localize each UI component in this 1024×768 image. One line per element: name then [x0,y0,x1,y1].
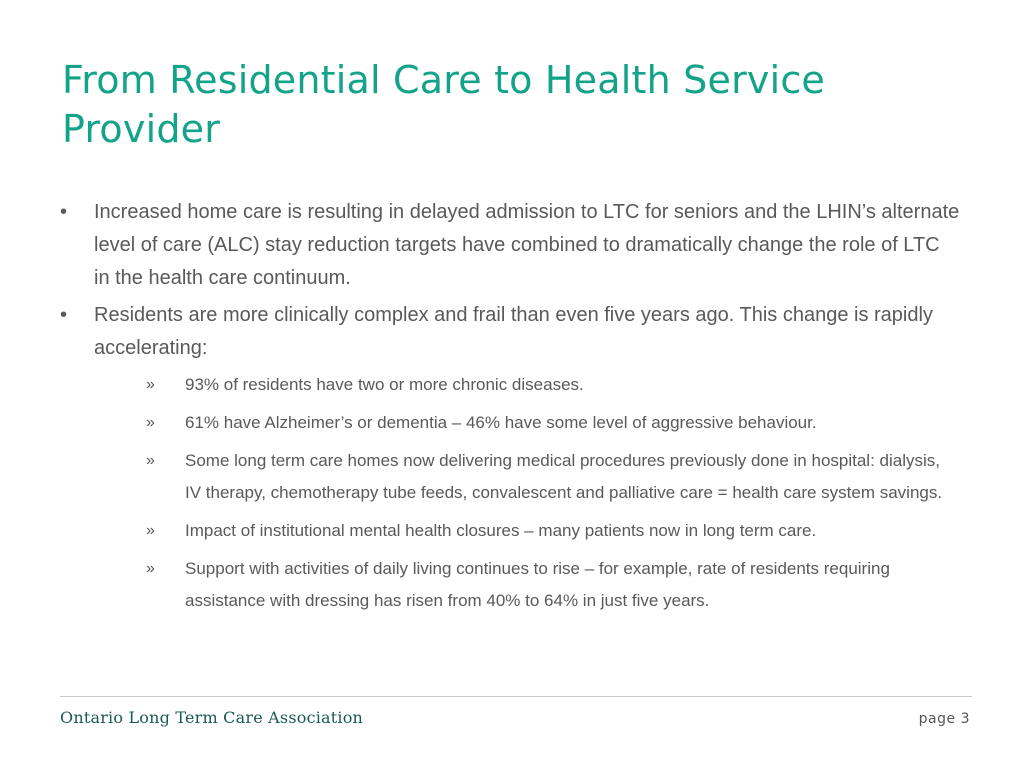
bullet-text: Residents are more clinically complex and frail than even five years ago. This change is rapidly accelerating: [94,304,933,359]
bullet-marker: • [60,201,68,223]
sub-bullet-text: 93% of residents have two or more chronic diseases. [185,375,584,394]
organization-logo-text: Ontario Long Term Care Association [60,708,364,727]
sub-bullet-item [94,515,960,547]
sub-bullet-marker: » [146,560,155,577]
sub-bullet-item [94,369,960,401]
bullet-list [60,196,960,623]
sub-bullet-text: Support with activities of daily living continues to rise – for example, rate of residents requiring assistance with dressing has risen from 40% to 64% in just five years. [185,559,890,610]
footer-divider [60,696,972,697]
sub-bullet-item [94,445,960,509]
sub-bullet-marker: » [146,414,155,431]
sub-bullet-text: Impact of institutional mental health closures – many patients now in long term care. [185,521,817,540]
sub-bullet-marker: » [146,522,155,539]
bullet-item [60,299,960,617]
bullet-marker: • [60,304,68,326]
bullet-text: Increased home care is resulting in delayed admission to LTC for seniors and the LHIN’s alternate level of care (ALC) stay reduction targets have combined to dramatically change the role of LTC in the health care continuum. [94,201,960,289]
page-number: page 3 [918,711,970,727]
sub-bullet-item [94,407,960,439]
sub-bullet-marker: » [146,376,155,393]
sub-bullet-list [94,369,960,617]
sub-bullet-item [94,553,960,617]
slide-title: From Residential Care to Health Service Provider [62,58,826,151]
bullet-item [60,196,960,295]
sub-bullet-text: 61% have Alzheimer’s or dementia – 46% have some level of aggressive behaviour. [185,413,817,432]
sub-bullet-text: Some long term care homes now delivering medical procedures previously done in hospital: dialysis, IV therapy, chemotherapy tube feeds, convalescent and palliative care = health care system savings. [185,451,943,502]
sub-bullet-marker: » [146,452,155,469]
